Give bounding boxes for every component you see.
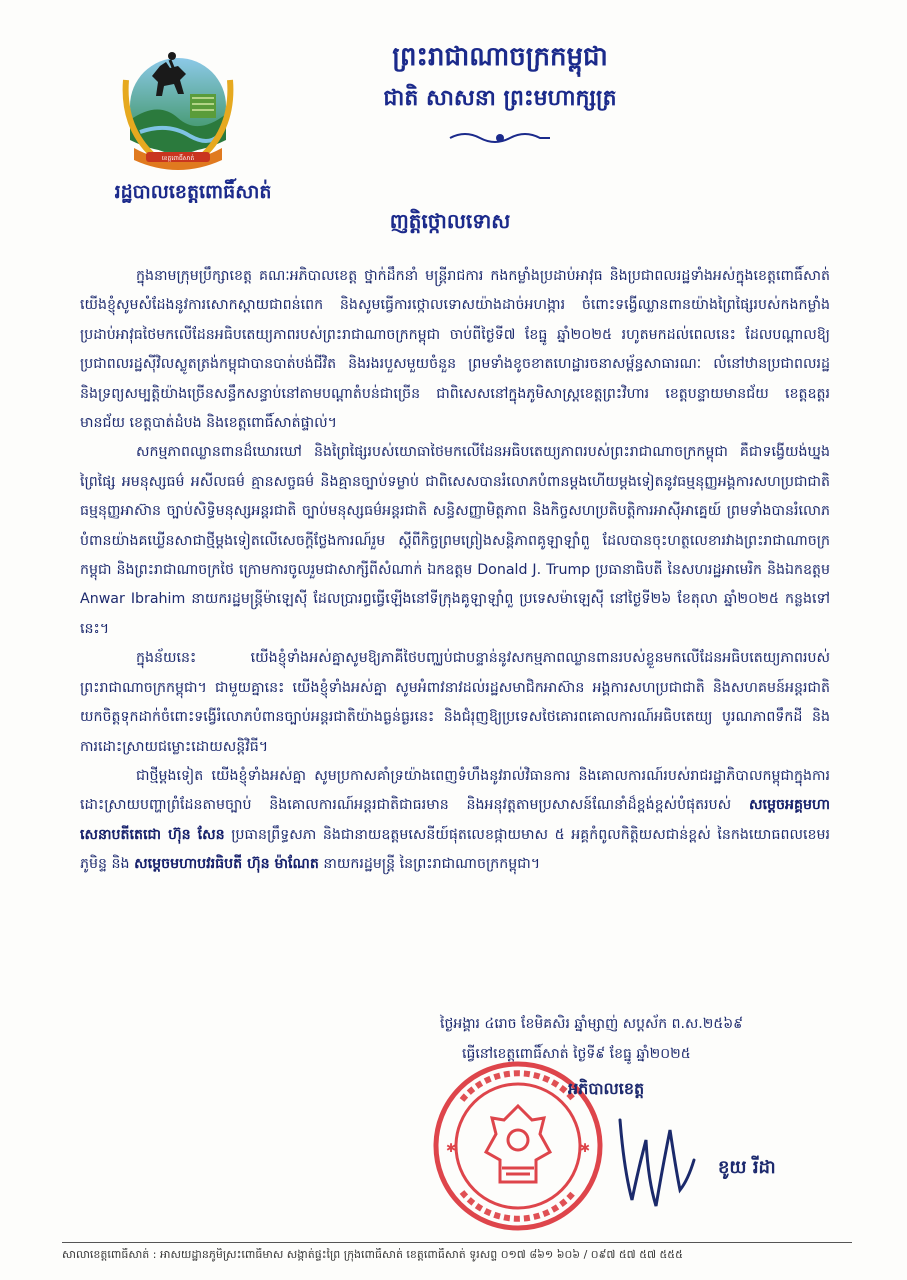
signer-title: អភិបាលខេត្ត: [568, 1079, 645, 1098]
issuing-office: រដ្ឋបាលខេត្តពោធិ៍សាត់: [114, 181, 272, 203]
paragraph-1: ក្នុងនាមក្រុមប្រឹក្សាខេត្ត គណៈអភិបាលខេត្ត ថ្នាក់ដឹកនាំ មន្ត្រីរាជការ កងកម្លាំងប្រដាប់អាវុធ និងប្រជាពលរដ្ឋទាំងអស់ក្នុងខេត្តពោធិ៍សាត់ យើងខ្ញុំសូមសំដែងនូវការសោកស្តាយជាពន់ពេក និងសូមធ្វើការថ្កោលទោសយ៉ាងដាច់អហង្ការ ចំពោះទង្វើឈ្លានពានយ៉ាងព្រៃផ្សៃរបស់កងកម្លាំងប្រដាប់អាវុធថៃមកលើដែនអធិបតេយ្យភាពរបស់ព្រះរាជាណាចក្រកម្ពុជា ចាប់ពីថ្ងៃទី៧ ខែធ្នូ ឆ្នាំ២០២៥ រហូតមកដល់ពេលនេះ ដែលបណ្តាលឱ្យប្រជាពលរដ្ឋស៊ីវិលស្លូតត្រង់កម្ពុជាបានបាត់បង់ជីវិត និងរងរបួសមួយចំនួន ព្រមទាំងខូចខាតហេដ្ឋារចនាសម្ព័ន្ធសាធារណៈ លំនៅឋានប្រជាពលរដ្ឋ និងទ្រព្យសម្បត្តិយ៉ាងច្រើនសន្ធឹកសន្ធាប់នៅតាមបណ្តាតំបន់ជាច្រើន ជាពិសេសនៅក្នុងភូមិសាស្ត្រខេត្តព្រះវិហារ ខេត្តបន្ទាយមានជ័យ ខេត្តឧត្តរមានជ័យ ខេត្តបាត់ដំបង និងខេត្តពោធិ៍សាត់ផ្ទាល់។: [80, 268, 830, 432]
name-trump: Donald J. Trump: [477, 562, 591, 579]
svg-text:✱: ✱: [446, 1141, 457, 1155]
handwritten-signature-icon: [610, 1110, 700, 1220]
provincial-logo: [118, 40, 238, 180]
kingdom-heading: ព្រះរាជាណាចក្រកម្ពុជា: [392, 42, 608, 72]
signer-name: ខូយ រីដា: [718, 1157, 776, 1178]
logo-caption: ខេត្តពោធិ៍សាត់: [161, 155, 195, 162]
footer-address: សាលាខេត្តពោធិ៍សាត់ : អាសយដ្ឋានភូមិស្រះពោធិ៍មាស សង្កាត់ផ្ទះព្រៃ ក្រុងពោធិ៍សាត់ ខេត្តពោធិ៍សាត់ ទូរសព្ទ ០១៧ ៨៦១ ៦០៦ / ០៩៧ ៥៧ ៥៧ ៥៥៥: [62, 1248, 683, 1261]
paragraph-2: សកម្មភាពឈ្លានពានដ៏ឃោរឃៅ និងព្រៃផ្សៃរបស់យោធាថៃមកលើដែនអធិបតេយ្យភាពរបស់ព្រះរាជាណាចក្រកម្ពុជា គឺជាទង្វើយង់ឃ្នងព្រៃផ្សៃ អមនុស្សធម៌ អសីលធម៌ គ្មានសច្ចធម៌ និងគ្មានច្បាប់ទម្លាប់ ជាពិសេសបានរំលោភបំពានម្តងហើយម្តងទៀតនូវធម្មនុញ្ញអង្គការសហប្រជាជាតិ ធម្មនុញ្ញអាស៊ាន ច្បាប់សិទ្ធិមនុស្សអន្តរជាតិ ច្បាប់មនុស្សធម៌អន្តរជាតិ សន្ធិសញ្ញាមិត្តភាព និងកិច្ចសហប្រតិបត្តិការអាស៊ីអាគ្នេយ៍ ព្រមទាំងបានរំលោភបំពានយ៉ាងគឃ្លើនសាជាថ្មីម្តងទៀតលើសេចក្តីថ្លែងការណ៍រួម ស្តីពីកិច្ចព្រមព្រៀងសន្តិភាពគូឡាឡាំពួ ដែលបានចុះហត្ថលេខារវាងព្រះរាជាណាចក្រកម្ពុជា និងព្រះរាជាណាចក្រថៃ ក្រោមការចូលរួមជាសាក្សីពីសំណាក់ ឯកឧត្តម Donald J. Trump ប្រធានាធិបតី នៃសហរដ្ឋអាមេរិក និងឯកឧត្តម Anwar Ibrahim នាយករដ្ឋមន្ត្រីម៉ាឡេស៊ី ដែលប្រារព្ធធ្វើឡើងនៅទីក្រុងគូឡាឡាំពួ ប្រទេសម៉ាឡេស៊ី នៅថ្ងៃទី២៦ ខែតុលា ឆ្នាំ២០២៥ កន្លងទៅនេះ។: [80, 444, 830, 637]
name-hun-manet: សម្តេចមហាបវរធិបតី ហ៊ុន ម៉ាណែត: [134, 856, 319, 873]
svg-text:✱: ✱: [580, 1141, 591, 1155]
document-title: ញត្តិថ្កោលទោស: [389, 209, 511, 233]
place-and-date: ធ្វើនៅខេត្តពោធិ៍សាត់ ថ្ងៃទី៩ ខែធ្នូ ឆ្នាំ២០២៥: [462, 1046, 691, 1062]
name-hun-sen: សម្តេចអគ្គមហាសេនាបតីតេជោ ហ៊ុន សែន: [80, 797, 830, 843]
footer-divider: [62, 1242, 852, 1243]
name-anwar: Anwar Ibrahim: [80, 591, 186, 608]
lunar-date: ថ្ងៃអង្គារ ៤រោច ខែមិគសិរ ឆ្នាំម្សាញ់ សប្តស័ក ព.ស.២៥៦៩: [440, 1016, 744, 1032]
ornament-divider-icon: [445, 128, 555, 148]
paragraph-3: ក្នុងន័យនេះ យើងខ្ញុំទាំងអស់គ្នាសូមឱ្យភាគីថៃបញ្ឈប់ជាបន្ទាន់នូវសកម្មភាពឈ្លានពានរបស់ខ្លួនមកលើដែនអធិបតេយ្យភាពរបស់ព្រះរាជាណាចក្រកម្ពុជា។ ជាមួយគ្នានេះ យើងខ្ញុំទាំងអស់គ្នា សូមអំពាវនាវដល់រដ្ឋសមាជិកអាស៊ាន អង្គការសហប្រជាជាតិ និងសហគមន៍អន្តរជាតិ យកចិត្តទុកដាក់ចំពោះទង្វើរំលោភបំពានច្បាប់អន្តរជាតិយ៉ាងធ្ងន់ធ្ងរនេះ និងជំរុញឱ្យប្រទេសថៃគោរពគោលការណ៍អធិបតេយ្យ បូរណភាពទឹកដី និងការដោះស្រាយជម្លោះដោយសន្តិវិធី។: [80, 650, 830, 755]
document-body: [80, 262, 830, 880]
paragraph-4: ជាថ្មីម្តងទៀត យើងខ្ញុំទាំងអស់គ្នា សូមប្រកាសគាំទ្រយ៉ាងពេញទំហឹងនូវរាល់វិធានការ និងគោលការណ៍របស់រាជរដ្ឋាភិបាលកម្ពុជាក្នុងការដោះស្រាយបញ្ហាព្រំដែនតាមច្បាប់ និងគោលការណ៍អន្តរជាតិជាធរមាន និងអនុវត្តតាមប្រសាសន៍ណែនាំដ៏ខ្ពង់ខ្ពស់បំផុតរបស់ សម្តេចអគ្គមហាសេនាបតីតេជោ ហ៊ុន សែន ប្រធានព្រឹទ្ធសភា និងជានាយឧត្តមសេនីយ៍ផុតលេខផ្កាយមាស ៥ អគ្គកំពូលកិត្តិយសជាន់ខ្ពស់ នៃកងយោធពលខេមរភូមិន្ទ និង សម្តេចមហាបវរធិបតី ហ៊ុន ម៉ាណែត នាយករដ្ឋមន្ត្រី នៃព្រះរាជាណាចក្រកម្ពុជា។: [80, 767, 830, 873]
national-motto: ជាតិ សាសនា ព្រះមហាក្សត្រ: [383, 86, 617, 111]
